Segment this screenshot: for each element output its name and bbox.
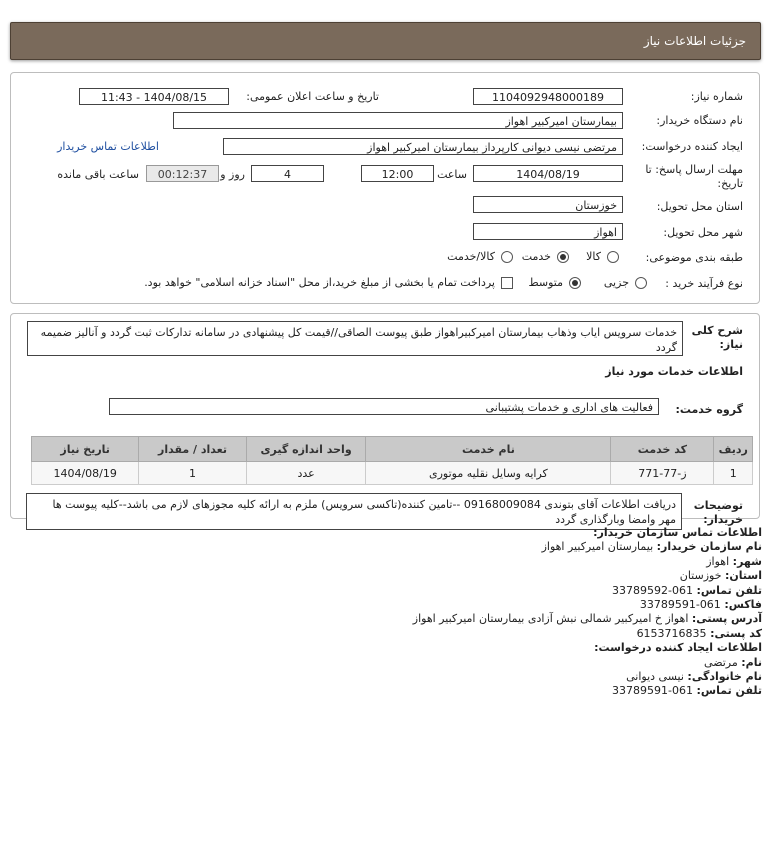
- process-label: نوع فرآیند خرید :: [665, 277, 743, 290]
- summary-label: شرح کلی: [691, 324, 743, 337]
- process-minor-radio[interactable]: [635, 277, 647, 289]
- col-quantity: تعداد / مقدار: [139, 437, 246, 462]
- contact-line: کد پستی: 6153716835: [636, 626, 762, 640]
- cell-service-name: کرایه وسایل نقلیه موتوری: [366, 462, 611, 485]
- cell-unit: عدد: [246, 462, 366, 485]
- summary-label-2: نیاز:: [719, 338, 743, 351]
- col-unit: واحد اندازه گیری: [246, 437, 366, 462]
- buyer-notes-text: دریافت اطلاعات آقای بتوندی 09168009084 --تامین کننده(تاکسی سرویس) ملزم به ارائه کلیه مجوزهای لازم می باشد--کلیه پیوست ها مهر وامضا وبارگذاری گردد: [26, 493, 682, 530]
- announce-label: تاریخ و ساعت اعلان عمومی:: [246, 90, 379, 103]
- treasury-checkbox[interactable]: [501, 277, 513, 289]
- category-goods-radio[interactable]: [607, 251, 619, 263]
- buyer-notes-label-2: خریدار:: [703, 513, 743, 526]
- cell-row: 1: [714, 462, 753, 485]
- buyer-org-label: نام دستگاه خریدار:: [656, 114, 743, 127]
- province-field[interactable]: خوزستان: [473, 196, 623, 213]
- buyer-org-field[interactable]: بیمارستان امیرکبیر اهواز: [173, 112, 623, 129]
- contact-line: شهر: اهواز: [706, 554, 762, 568]
- contact-line: فاکس: 061-33789591: [639, 598, 762, 612]
- days-label: روز و: [220, 168, 245, 181]
- page-header: [10, 22, 761, 60]
- need-details-panel: [10, 72, 760, 304]
- contact-line: نام: مرتضی: [704, 655, 762, 669]
- contact-line: تلفن تماس: 061-33789592: [612, 583, 762, 597]
- description-panel: [10, 313, 760, 526]
- deadline-date-field[interactable]: 1404/08/19: [473, 165, 623, 182]
- process-medium-label: متوسط: [528, 276, 563, 289]
- service-group-label: گروه خدمت:: [675, 403, 743, 416]
- category-both-radio[interactable]: [501, 251, 513, 263]
- city-label: شهر محل تحویل:: [663, 226, 743, 239]
- col-service-name: نام خدمت: [366, 437, 611, 462]
- contact-title: اطلاعات تماس سازمان خریدار:: [593, 526, 762, 539]
- service-group-field[interactable]: فعالیت های اداری و خدمات پشتیبانی: [109, 398, 659, 415]
- cell-quantity: 1: [139, 462, 246, 485]
- cell-service-code: ز-77-771: [611, 462, 714, 485]
- table-row: [32, 462, 753, 485]
- need-number-field[interactable]: 1104092948000189: [473, 88, 623, 105]
- services-table: [31, 436, 753, 485]
- services-table-header: [32, 437, 753, 462]
- services-section-title: اطلاعات خدمات مورد نیاز: [605, 365, 743, 378]
- col-service-code: کد خدمت: [611, 437, 714, 462]
- process-minor-label: جزیی: [603, 276, 629, 289]
- deadline-label-2: تاریخ:: [717, 177, 743, 190]
- announce-field[interactable]: 1404/08/15 - 11:43: [79, 88, 229, 105]
- time-label: ساعت: [437, 168, 467, 181]
- buyer-contact-link[interactable]: اطلاعات تماس خریدار: [57, 140, 159, 153]
- creator-label: ایجاد کننده درخواست:: [641, 140, 743, 153]
- payment-note: پرداخت تمام یا بخشی از مبلغ خرید،از محل "اسناد خزانه اسلامی" خواهد بود.: [144, 276, 495, 289]
- contact-line: تلفن تماس: 061-33789591: [612, 684, 762, 698]
- col-need-date: تاریخ نیاز: [32, 437, 139, 462]
- need-number-label: شماره نیاز:: [690, 90, 743, 103]
- contact-line: آدرس پستی: اهواز خ امیرکبیر شمالی نبش آزادی بیمارستان امیرکبیر اهواز: [412, 612, 762, 626]
- buyer-notes-label: توضیحات: [693, 499, 743, 512]
- province-label: استان محل تحویل:: [656, 200, 743, 213]
- remaining-label: ساعت باقی مانده: [57, 168, 139, 181]
- summary-text: خدمات سرویس ایاب وذهاب بیمارستان امیرکبیراهواز طبق پیوست الصاقی//قیمت کل پیشنهادی در سامانه تدارکات ثبت گردد و آنالیز ضمیمه گردد: [27, 321, 683, 356]
- city-field[interactable]: اهواز: [473, 223, 623, 240]
- process-medium-radio[interactable]: [569, 277, 581, 289]
- col-row: ردیف: [714, 437, 753, 462]
- buyer-contact-info: [12, 526, 762, 699]
- contact-line: استان: خوزستان: [679, 569, 762, 583]
- category-service-label: خدمت: [521, 250, 551, 263]
- category-service-radio[interactable]: [557, 251, 569, 263]
- category-label: طبقه بندی موضوعی:: [645, 251, 743, 264]
- deadline-label: مهلت ارسال پاسخ: تا: [645, 163, 743, 176]
- contact-line: نام سازمان خریدار: بیمارستان امیرکبیر اهواز: [541, 540, 762, 554]
- cell-need-date: 1404/08/19: [32, 462, 139, 485]
- creator-field[interactable]: مرتضی نیسی دیوانی کارپرداز بیمارستان امیرکبیر اهواز: [223, 138, 623, 155]
- contact-line: اطلاعات ایجاد کننده درخواست:: [594, 641, 762, 655]
- deadline-time-field[interactable]: 12:00: [361, 165, 434, 182]
- page-title: جزئیات اطلاعات نیاز: [643, 34, 746, 48]
- remaining-time-field: 00:12:37: [146, 165, 219, 182]
- category-both-label: کالا/خدمت: [447, 250, 495, 263]
- contact-line: نام خانوادگی: نیسی دیوانی: [626, 670, 762, 684]
- category-goods-label: کالا: [586, 250, 601, 263]
- days-field[interactable]: 4: [251, 165, 324, 182]
